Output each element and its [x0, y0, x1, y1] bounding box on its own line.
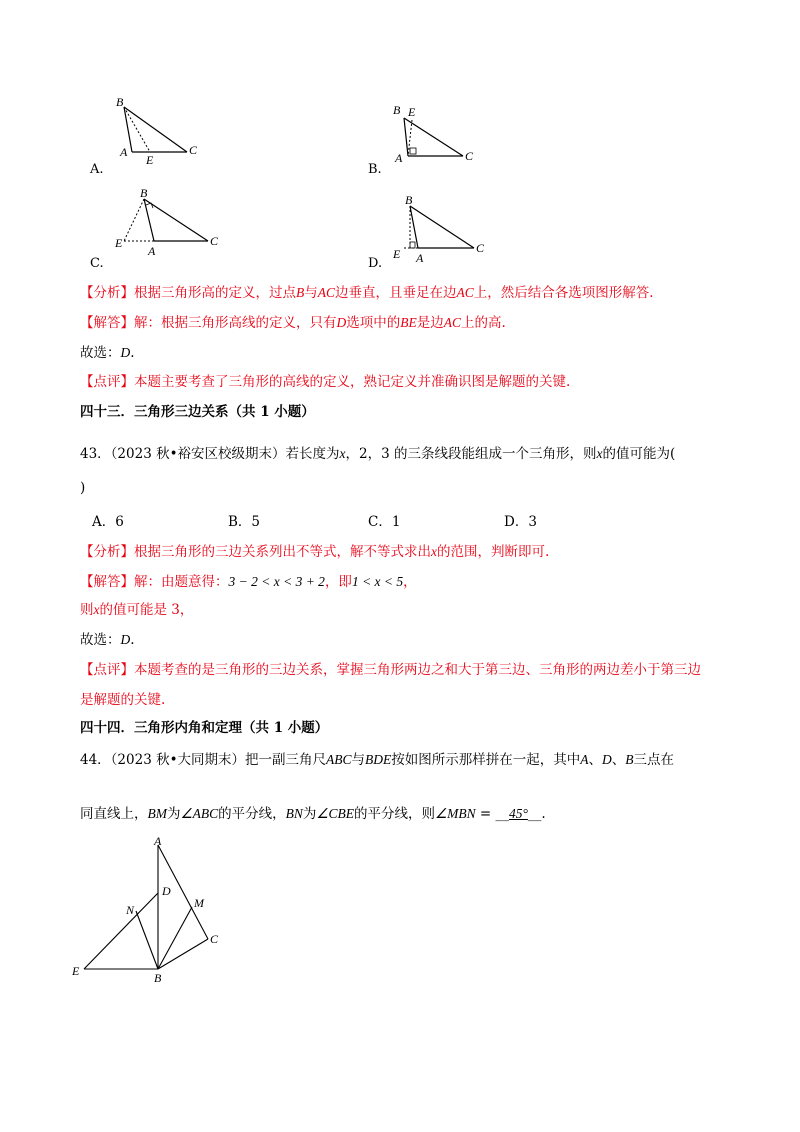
q43-option-b: B．5 — [228, 514, 261, 530]
figure-option-d — [390, 192, 500, 267]
label-e: E — [115, 236, 123, 250]
figure-option-a — [112, 92, 212, 167]
q43-choose: 故选：D. — [80, 632, 135, 648]
option-d-label: D. — [368, 256, 383, 271]
label-a: A — [395, 151, 403, 165]
label-b: B — [154, 971, 162, 985]
q43-option-a: A．6 — [92, 514, 124, 530]
q43-comment: 【点评】本题考查的是三角形的三边关系，掌握三角形两边之和大于第三边、三角形的两边差小于第三边 — [80, 662, 701, 678]
q43-answer-line2: 则x的值可能是 3， — [80, 602, 194, 618]
label-b: B — [140, 186, 148, 200]
label-c: C — [210, 234, 219, 248]
label-c: C — [465, 149, 474, 163]
option-a-label: A. — [90, 162, 104, 177]
label-c: C — [476, 241, 485, 255]
label-a: A — [120, 145, 128, 159]
triangle-diagram-b — [390, 100, 490, 170]
q42-answer: 【解答】解：根据三角形高线的定义，只有D选项中的BE是边AC上的高. — [80, 315, 506, 331]
label-d: D — [162, 884, 171, 898]
label-a: A — [416, 251, 424, 265]
label-b: B — [405, 193, 413, 207]
triangle-diagram-a — [112, 92, 212, 167]
section-44-heading: 四十四．三角形内角和定理（共 1 小题） — [80, 720, 329, 736]
figure-option-b — [390, 100, 490, 170]
q44-figure — [70, 835, 240, 985]
triangle-set-diagram — [70, 835, 240, 985]
q43-answer: 【解答】解：由题意得：3 − 2 < x < 3 + 2，即1 < x < 5， — [80, 574, 417, 590]
triangle-diagram-d — [390, 192, 500, 267]
label-m: M — [194, 896, 204, 910]
q43-option-d: D．3 — [504, 514, 537, 530]
label-e: E — [393, 247, 401, 261]
figure-option-c — [112, 185, 232, 265]
label-b: B — [116, 95, 124, 109]
q44-stem-line1: 44．（2023 秋•大同期末）把一副三角尺ABC与BDE按如图所示那样拼在一起，其中A、D、B三点在 — [80, 752, 675, 768]
label-c: C — [210, 932, 219, 946]
q43-analysis: 【分析】根据三角形的三边关系列出不等式，解不等式求出x的范围，判断即可. — [80, 544, 550, 560]
q43-stem-close: ) — [80, 480, 86, 496]
q43-comment-line2: 是解题的关键. — [80, 692, 166, 708]
option-c-label: C. — [90, 256, 104, 271]
q43-stem: 43．（2023 秋•裕安区校级期末）若长度为x，2，3 的三条线段能组成一个三角形，则x的值可能为( — [80, 446, 676, 462]
label-e: E — [72, 964, 80, 978]
q42-analysis: 【分析】根据三角形高的定义，过点B与AC边垂直，且垂足在边AC上，然后结合各选项图形解答. — [80, 285, 654, 301]
label-b: B — [393, 103, 401, 117]
label-e: E — [146, 153, 154, 167]
triangle-diagram-c — [112, 185, 232, 265]
label-c: C — [189, 143, 198, 157]
q42-comment: 【点评】本题主要考查了三角形的高线的定义，熟记定义并准确识图是解题的关键. — [80, 374, 571, 390]
q44-stem-line2: 同直线上，BM为∠ABC的平分线，BN为∠CBE的平分线，则∠MBN = __45°__. — [80, 806, 546, 822]
section-43-heading: 四十三．三角形三边关系（共 1 小题） — [80, 404, 315, 420]
option-b-label: B. — [368, 162, 382, 177]
q42-choose: 故选：D. — [80, 345, 135, 361]
label-a: A — [154, 834, 162, 848]
label-a: A — [148, 244, 156, 258]
label-n: N — [126, 903, 135, 917]
label-e: E — [408, 105, 416, 119]
q43-option-c: C．1 — [368, 514, 401, 530]
